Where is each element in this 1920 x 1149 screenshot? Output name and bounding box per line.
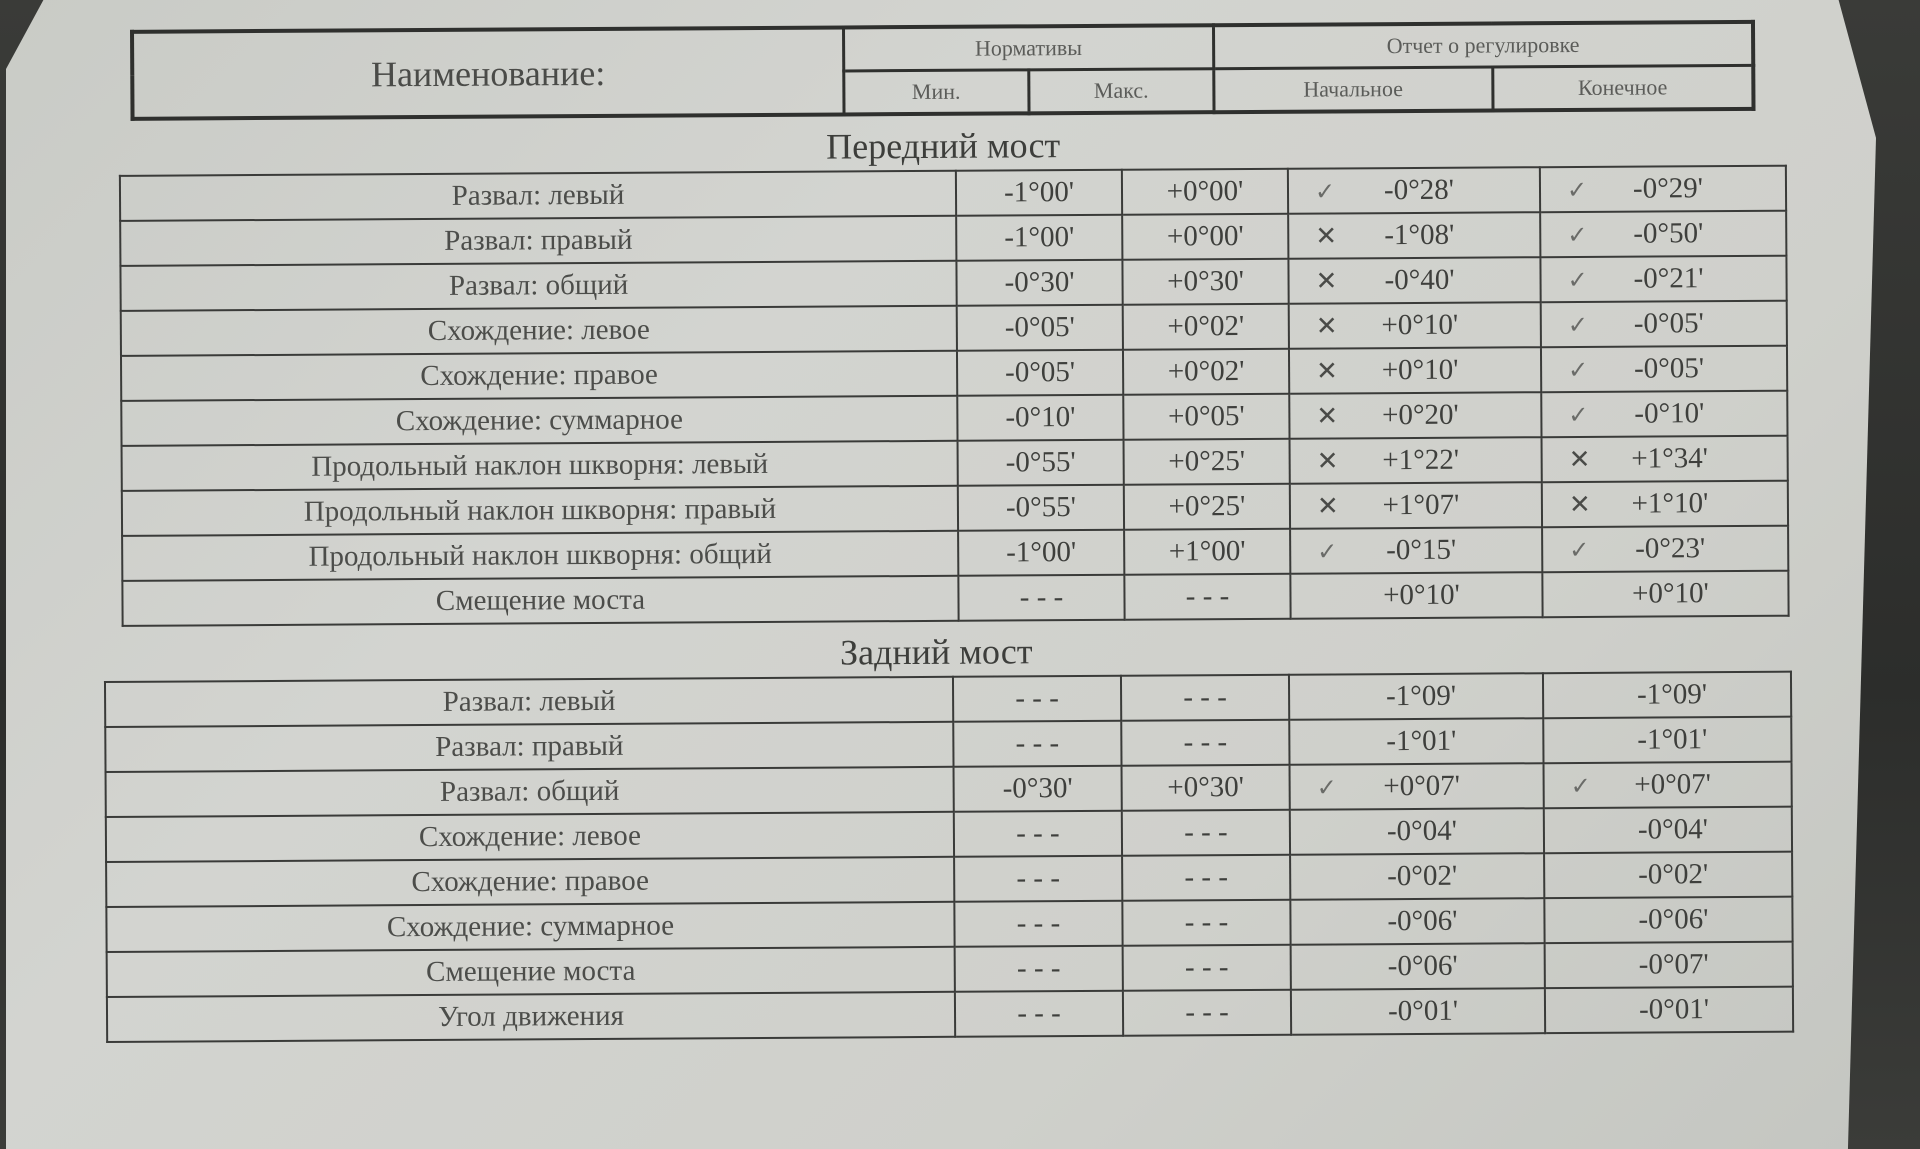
max-value: - - - <box>1123 945 1291 991</box>
max-value: - - - <box>1122 900 1290 946</box>
parameter-name: Схождение: левое <box>121 306 957 356</box>
initial-value: +0°10' <box>1383 578 1460 612</box>
min-value: - - - <box>953 721 1121 767</box>
initial-value: -0°01' <box>1387 994 1459 1028</box>
final-value: -0°05' <box>1633 307 1704 340</box>
check-icon: ✓ <box>1567 220 1588 249</box>
final-header: Конечное <box>1492 65 1753 110</box>
check-icon: ✓ <box>1570 771 1591 800</box>
initial-value-cell <box>1290 572 1542 619</box>
check-icon: ✓ <box>1566 175 1588 204</box>
initial-value: +0°10' <box>1381 353 1459 387</box>
initial-value: -1°08' <box>1384 218 1455 252</box>
initial-value-cell <box>1288 167 1540 214</box>
final-value: +1°10' <box>1631 487 1709 520</box>
front-axle-title: Передний мост <box>826 125 1061 167</box>
min-value: - - - <box>958 575 1124 621</box>
initial-value: +1°07' <box>1382 488 1460 522</box>
parameter-name: Продольный наклон шкворня: правый <box>122 486 958 536</box>
final-value-cell <box>1544 762 1792 809</box>
final-value-cell <box>1545 987 1793 1034</box>
parameter-name: Развал: левый <box>105 677 953 727</box>
initial-value-cell <box>1291 988 1545 1035</box>
initial-value: +0°10' <box>1381 308 1459 342</box>
final-value: -0°23' <box>1635 532 1706 565</box>
initial-value-cell <box>1290 437 1542 484</box>
min-value: -1°00' <box>956 170 1122 216</box>
initial-value-cell <box>1290 853 1544 900</box>
max-value: +0°05' <box>1123 394 1289 440</box>
cross-icon: ✕ <box>1316 355 1338 387</box>
min-value: - - - <box>955 946 1123 992</box>
min-value: - - - <box>954 856 1122 902</box>
final-value-cell <box>1540 166 1786 213</box>
parameter-name: Схождение: суммарное <box>121 396 957 446</box>
check-icon: ✓ <box>1316 772 1337 802</box>
initial-value: -0°02' <box>1387 859 1458 893</box>
final-value: -1°09' <box>1636 678 1708 711</box>
final-value-cell <box>1542 481 1788 528</box>
final-value: -0°01' <box>1638 993 1710 1026</box>
final-value: +0°10' <box>1632 577 1709 610</box>
parameter-name: Смещение моста <box>122 576 958 626</box>
final-value: -1°01' <box>1637 723 1708 756</box>
table-row <box>107 987 1793 1042</box>
initial-value-cell <box>1290 808 1544 855</box>
min-value: - - - <box>954 901 1122 947</box>
cross-icon: ✕ <box>1568 444 1591 475</box>
report-header-table <box>130 20 1756 121</box>
min-value: -1°00' <box>958 530 1124 576</box>
cross-icon: ✕ <box>1316 490 1339 522</box>
final-value: -0°29' <box>1632 172 1704 205</box>
max-value: +0°25' <box>1124 484 1290 530</box>
final-value-cell <box>1541 391 1787 438</box>
final-value-cell <box>1543 717 1791 764</box>
max-value: - - - <box>1121 675 1289 721</box>
initial-value: +1°22' <box>1382 443 1460 477</box>
max-value: - - - <box>1123 990 1291 1036</box>
max-value: - - - <box>1122 855 1290 901</box>
initial-value-cell <box>1289 718 1543 765</box>
initial-value-cell <box>1289 673 1543 720</box>
parameter-name: Развал: правый <box>120 216 956 266</box>
max-value: - - - <box>1124 574 1290 620</box>
max-value: +1°00' <box>1124 529 1290 575</box>
max-value: +0°02' <box>1123 304 1289 350</box>
initial-value-cell <box>1290 527 1542 574</box>
final-value-cell <box>1540 256 1786 303</box>
max-value: +0°30' <box>1122 765 1290 811</box>
max-value: - - - <box>1122 810 1290 856</box>
final-value-cell <box>1540 211 1786 258</box>
initial-value-cell <box>1290 898 1544 945</box>
min-value: -0°30' <box>954 766 1122 812</box>
initial-value: -1°09' <box>1385 679 1457 713</box>
final-value: -0°10' <box>1634 397 1705 430</box>
parameter-name: Схождение: суммарное <box>106 902 954 952</box>
initial-value: -0°06' <box>1387 949 1458 983</box>
final-value-cell <box>1542 526 1788 573</box>
parameter-name: Развал: левый <box>120 171 956 221</box>
initial-header: Начальное <box>1214 67 1493 112</box>
initial-value: +0°20' <box>1381 398 1459 432</box>
final-value-cell <box>1544 852 1792 899</box>
max-header: Макс. <box>1029 69 1214 114</box>
final-value-cell <box>1541 346 1787 393</box>
final-value: -0°07' <box>1638 948 1709 981</box>
parameter-name: Развал: правый <box>105 722 953 772</box>
initial-value: -0°06' <box>1387 904 1458 938</box>
final-value: -0°02' <box>1638 858 1709 891</box>
norms-header: Нормативы <box>843 25 1213 71</box>
initial-value-cell <box>1289 347 1541 394</box>
final-value: -0°21' <box>1633 262 1704 295</box>
check-icon: ✓ <box>1569 535 1590 564</box>
initial-value-cell <box>1288 212 1540 259</box>
check-icon: ✓ <box>1568 400 1589 429</box>
min-value: - - - <box>955 991 1123 1037</box>
cross-icon: ✕ <box>1315 310 1338 342</box>
min-value: -0°55' <box>958 440 1124 486</box>
check-icon: ✓ <box>1568 355 1589 384</box>
min-value: -0°10' <box>957 395 1123 441</box>
min-header: Мин. <box>844 70 1029 115</box>
final-value: +0°07' <box>1634 768 1712 801</box>
min-value: -1°00' <box>956 215 1122 261</box>
parameter-name: Продольный наклон шкворня: общий <box>122 531 958 581</box>
final-value-cell <box>1544 807 1792 854</box>
final-value-cell <box>1543 672 1791 719</box>
final-value-cell <box>1544 897 1792 944</box>
initial-value: -0°28' <box>1383 173 1455 207</box>
rear-axle-table <box>104 671 1794 1043</box>
parameter-name: Схождение: левое <box>106 812 954 862</box>
final-value-cell <box>1545 942 1793 989</box>
min-value: -0°55' <box>958 485 1124 531</box>
parameter-name: Развал: общий <box>106 767 954 817</box>
cross-icon: ✕ <box>1315 265 1338 297</box>
initial-value-cell <box>1290 763 1544 810</box>
min-value: -0°30' <box>956 260 1122 306</box>
check-icon: ✓ <box>1567 265 1588 294</box>
initial-value: -0°15' <box>1386 533 1457 567</box>
cross-icon: ✕ <box>1316 445 1339 477</box>
final-value: -0°50' <box>1633 217 1704 250</box>
check-icon: ✓ <box>1567 310 1589 339</box>
max-value: +0°25' <box>1124 439 1290 485</box>
initial-value-cell <box>1289 302 1541 349</box>
initial-value-cell <box>1291 943 1545 990</box>
parameter-name: Продольный наклон шкворня: левый <box>122 441 958 491</box>
parameter-name: Схождение: правое <box>121 351 957 401</box>
initial-value: -0°04' <box>1386 814 1457 848</box>
parameter-name: Схождение: правое <box>106 857 954 907</box>
final-value: -0°06' <box>1638 903 1709 936</box>
parameter-name: Развал: общий <box>120 261 956 311</box>
max-value: +0°30' <box>1122 259 1288 305</box>
initial-value-cell <box>1290 482 1542 529</box>
initial-value-cell <box>1289 392 1541 439</box>
name-column-header: Наименование: <box>132 27 844 118</box>
initial-value: -0°40' <box>1384 263 1455 297</box>
front-axle-table <box>119 165 1790 627</box>
initial-value: +0°07' <box>1383 769 1461 803</box>
final-value: -0°04' <box>1637 813 1708 846</box>
final-value-cell <box>1541 301 1787 348</box>
check-icon: ✓ <box>1314 176 1336 206</box>
final-value-cell <box>1542 436 1788 483</box>
parameter-name: Угол движения <box>107 992 955 1042</box>
max-value: +0°00' <box>1122 169 1288 215</box>
final-value: -0°05' <box>1633 352 1705 385</box>
min-value: - - - <box>954 811 1122 857</box>
check-icon: ✓ <box>1317 536 1338 566</box>
initial-value-cell <box>1288 257 1540 304</box>
alignment-report <box>100 20 1771 1043</box>
cross-icon: ✕ <box>1568 489 1591 520</box>
min-value: - - - <box>953 676 1121 722</box>
rear-axle-title: Задний мост <box>839 631 1033 673</box>
final-value: +1°34' <box>1631 442 1709 475</box>
parameter-name: Смещение моста <box>107 947 955 997</box>
cross-icon: ✕ <box>1315 220 1338 252</box>
max-value: +0°02' <box>1123 349 1289 395</box>
min-value: -0°05' <box>957 305 1123 351</box>
initial-value: -1°01' <box>1386 724 1457 758</box>
cross-icon: ✕ <box>1316 400 1339 432</box>
min-value: -0°05' <box>957 350 1123 396</box>
max-value: +0°00' <box>1122 214 1288 260</box>
final-value-cell <box>1542 571 1788 618</box>
report-header: Отчет о регулировке <box>1213 22 1753 69</box>
max-value: - - - <box>1121 720 1289 766</box>
